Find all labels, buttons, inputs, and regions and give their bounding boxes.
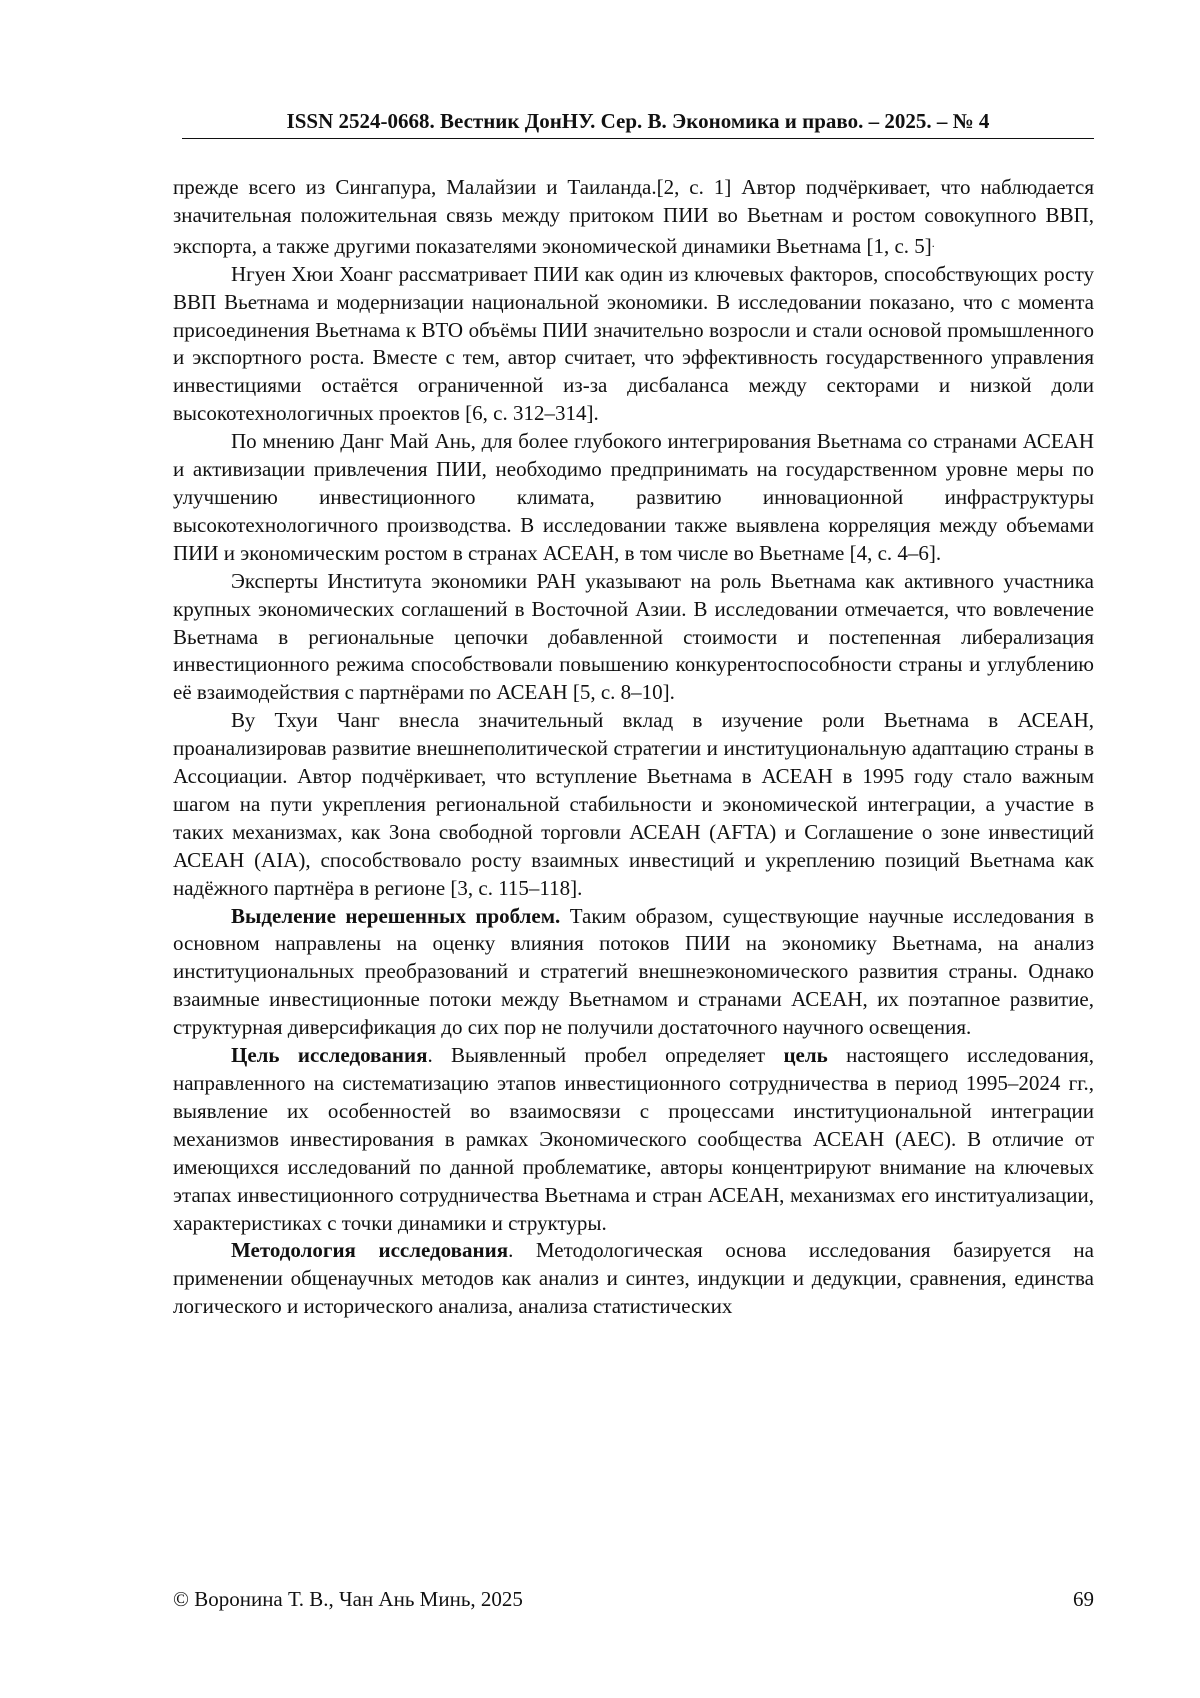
unsolved-problems-heading: Выделение нерешенных проблем.	[231, 903, 561, 928]
paragraph-3: По мнению Данг Май Ань, для более глубокого интегрирования Вьетнама со странами АСЕАН и активизации привлечения ПИИ, необходимо предпринимать на государственном уровне меры по улучшению инвестиционного климата, развитию инновационной инфраструктуры высокотехнологичного производства. В исследовании также выявлена корреляция между объемами ПИИ и экономическим ростом в странах АСЕАН, в том числе во Вьетнаме [4, с. 4–6].	[173, 429, 1094, 565]
unsolved-problems-text: Таким образом, существующие научные исследования в основном направлены на оценку влияния потоков ПИИ на экономику Вьетнама, на анализ институциональных преобразований и стратегий внешнеэкономического развития страны. Однако взаимные инвестиционные потоки между Вьетнамом и странами АСЕАН, их поэтапное развитие, структурная диверсификация до сих пор не получили достаточного научного освещения.	[173, 903, 1094, 1040]
footer-copyright: © Воронина Т. В., Чан Ань Минь, 2025	[173, 1587, 523, 1611]
paragraph-4: Эксперты Института экономики РАН указывают на роль Вьетнама как активного участника крупных экономических соглашений в Восточной Азии. В исследовании отмечается, что вовлечение Вьетнама в региональные цепочки добавленной стоимости и постепенная либерализация инвестиционного режима способствовали повышению конкурентоспособности страны и углублению её взаимодействия с партнёрами по АСЕАН [5, с. 8–10].	[173, 568, 1094, 705]
page-number: 69	[1073, 1587, 1094, 1611]
research-goal-heading: Цель исследования	[231, 1043, 428, 1068]
header-rule	[182, 138, 1094, 139]
paragraph-1-text: прежде всего из Сингапура, Малайзии и Таиланда.[2, с. 1] Автор подчёркивает, что наблюдается значительная положительная связь между притоком ПИИ во Вьетнам и ростом совокупного ВВП, экспорта, а также другими показателями экономической динамики Вьетнама [1, с. 5]	[173, 175, 1094, 258]
research-goal-text-b: настоящего исследования, направленного на систематизацию этапов инвестиционного сотрудничества в период 1995–2024 гг., выявление их особенностей во взаимосвязи с процессами институциональной интеграции механизмов инвестирования в рамках Экономического сообщества АСЕАН (АЕС). В отличие от имеющихся исследований по данной проблематике, авторы концентрируют внимание на ключевых этапах инвестиционного сотрудничества Вьетнама и стран АСЕАН, механизмах его институализации, характеристиках с точки динамики и структуры.	[173, 1043, 1094, 1235]
paragraph-2: Нгуен Хюи Хоанг рассматривает ПИИ как один из ключевых факторов, способствующих росту ВВП Вьетнама и модернизации национальной экономики. В исследовании показано, что с момента присоединения Вьетнама к ВТО объёмы ПИИ значительно возросли и стали основой промышленного и экспортного роста. Вместе с тем, автор считает, что эффективность государственного управления инвестициями остаётся ограниченной из-за дисбаланса между секторами и низкой доли высокотехнологичных проектов [6, с. 312–314].	[173, 261, 1094, 426]
paragraph-unsolved-problems	[173, 903, 1094, 1043]
paragraph-1-tail: .	[931, 235, 935, 250]
methodology-text: . Методологическая основа исследования базируется на применении общенаучных методов как анализ и синтез, индукции и дедукции, сравнения, единства логического и исторического анализа, анализа статистических	[173, 1238, 1094, 1319]
paragraph-5: Ву Тхуи Чанг внесла значительный вклад в изучение роли Вьетнама в АСЕАН, проанализировав развитие внешнеполитической стратегии и институциональную адаптацию страны в Ассоциации. Автор подчёркивает, что вступление Вьетнама в АСЕАН в 1995 году стало важным шагом на пути укрепления региональной стабильности и экономической интеграции, а участие в таких механизмах, как Зона свободной торговли АСЕАН (AFTA) и Соглашение о зоне инвестиций АСЕАН (AIA), способствовало росту взаимных инвестиций и укреплению позиций Вьетнама как надёжного партнёра в регионе [3, с. 115–118].	[173, 708, 1094, 900]
paragraph-methodology	[173, 1237, 1094, 1321]
research-goal-emphasis: цель	[783, 1043, 828, 1068]
research-goal-text-a: . Выявленный пробел определяет	[427, 1043, 784, 1068]
article-body	[173, 174, 1094, 1321]
paragraph-research-goal	[173, 1042, 1094, 1237]
paragraph-1	[173, 174, 1094, 261]
running-header: ISSN 2524-0668. Вестник ДонНУ. Сер. В. Экономика и право. – 2025. – № 4	[286, 109, 990, 133]
methodology-heading: Методология исследования	[231, 1238, 509, 1263]
